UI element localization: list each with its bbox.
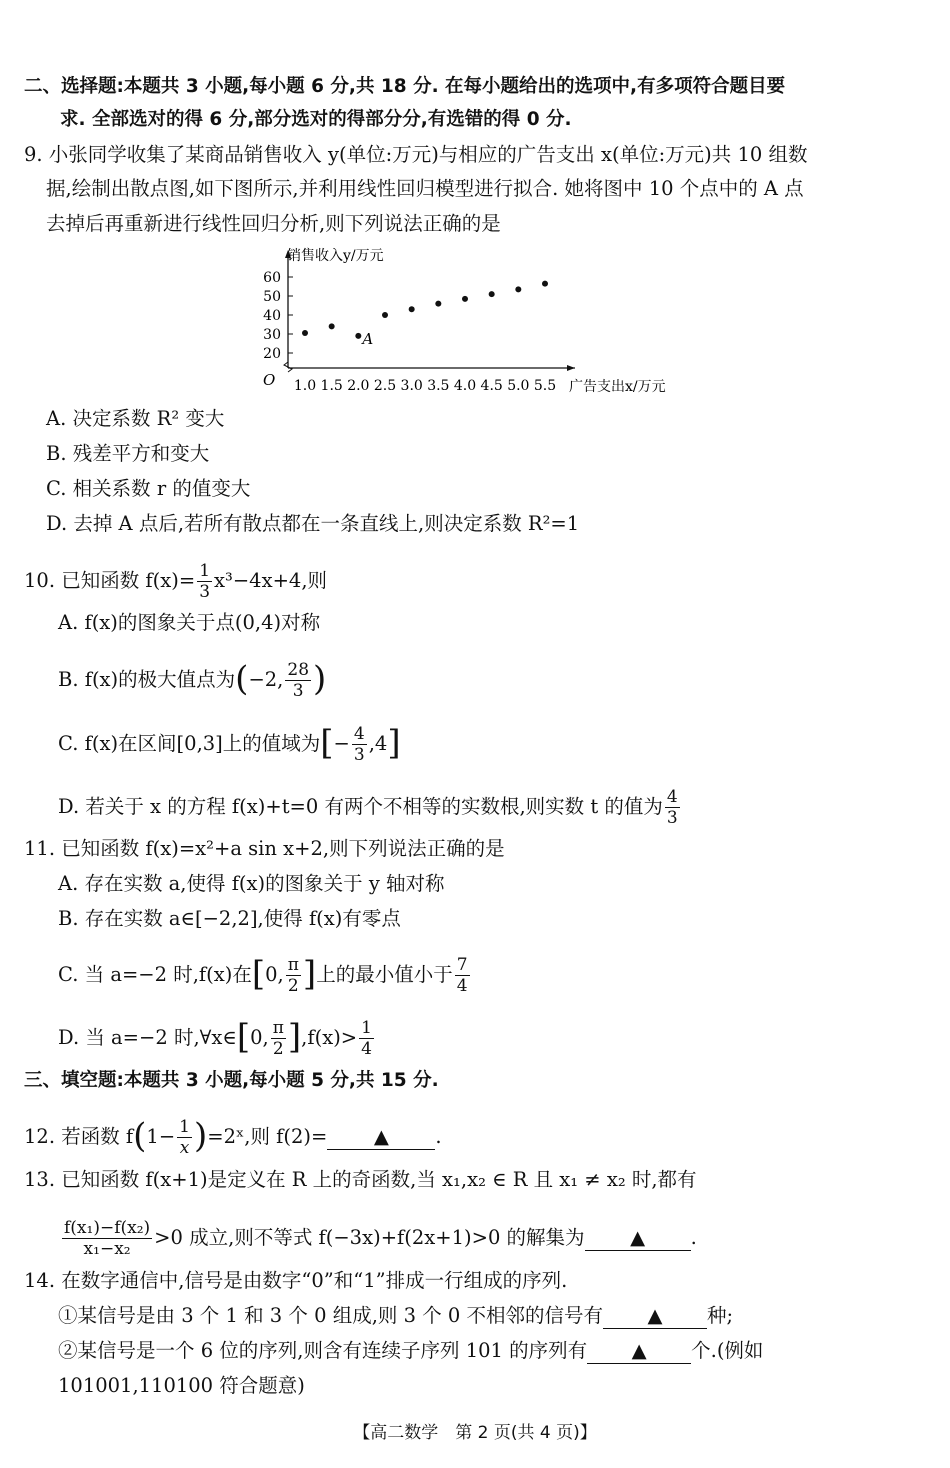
page-footer: 【高二数学 第 2 页(共 4 页)】	[353, 1423, 597, 1443]
q12-den: x	[179, 1138, 190, 1158]
q12-pre: 12. 若函数 f	[24, 1125, 134, 1148]
q14-part1-post: 种;	[707, 1304, 734, 1327]
scatter-point	[462, 296, 468, 302]
q13-post: >0 成立,则不等式 f(−3x)+f(2x+1)>0 的解集为	[154, 1226, 585, 1249]
q11-option-d	[58, 1018, 376, 1059]
x-tick-label: 5.0	[507, 378, 530, 394]
q12-answer-blank[interactable]: ▲	[327, 1125, 435, 1150]
q11-option-a: A. 存在实数 a,使得 f(x)的图象关于 y 轴对称	[58, 872, 445, 895]
q11-c-mid: 上的最小值小于	[316, 963, 453, 986]
q14-part2-post: 个.(例如	[691, 1339, 764, 1362]
right-paren: )	[313, 658, 327, 699]
y-tick-label: 30	[263, 327, 281, 343]
y-tick-label: 20	[263, 346, 281, 362]
scatter-point	[542, 281, 548, 287]
q12-fraction	[177, 1117, 192, 1158]
q11-c-int: 0,	[265, 963, 284, 986]
x-tick-label: 3.5	[427, 378, 450, 394]
q10-c-num: 4	[353, 724, 365, 744]
x-tick-label: 5.5	[533, 378, 557, 394]
scatter-point	[409, 306, 415, 312]
q13-stem-line2	[60, 1218, 697, 1259]
q9-scatter-chart	[255, 240, 705, 400]
q11-c-pi: π	[287, 955, 299, 975]
q13-num: f(x₁)−f(x₂)	[64, 1218, 151, 1238]
q9-stem-line3: 去掉后再重新进行线性回归分析,则下列说法正确的是	[46, 212, 501, 235]
q10-d-fraction	[665, 787, 680, 828]
q10-option-c	[58, 724, 401, 765]
x-axis-title: 广告支出x/万元	[569, 379, 666, 395]
q10-stem-frac-den: 3	[199, 582, 211, 602]
scatter-point-a	[355, 333, 361, 339]
left-bracket: [	[251, 953, 266, 994]
q12-stem	[24, 1117, 442, 1158]
q9-option-b: B. 残差平方和变大	[46, 442, 210, 465]
q13-answer-blank[interactable]: ▲	[585, 1226, 691, 1251]
q10-c-val: −	[333, 732, 350, 755]
point-a-label: A	[362, 329, 374, 348]
q11-d-fraction	[359, 1018, 374, 1059]
q9-stem-line2: 据,绘制出散点图,如下图所示,并利用线性回归模型进行拟合. 她将图中 10 个点中的 A 点	[46, 177, 804, 200]
q11-d-num: 1	[361, 1018, 372, 1038]
q10-d-den: 3	[666, 808, 678, 828]
q11-d-den: 4	[361, 1039, 372, 1059]
q9-option-a: A. 决定系数 R² 变大	[46, 407, 225, 430]
q11-option-b: B. 存在实数 a∈[−2,2],使得 f(x)有零点	[58, 907, 401, 930]
q10-stem-fraction	[197, 561, 212, 602]
x-tick-labels	[294, 378, 556, 394]
q11-option-c	[58, 955, 472, 996]
y-tick-label: 60	[263, 270, 281, 286]
q13-stem-line1: 13. 已知函数 f(x+1)是定义在 R 上的奇函数,当 x₁,x₂ ∈ R 且 x₁ ≠ x₂ 时,都有	[24, 1168, 697, 1191]
q12-post: =2ˣ,则 f(2)=	[207, 1125, 328, 1148]
q11-d-mid: ,f(x)>	[301, 1026, 358, 1049]
origin-label: O	[263, 371, 276, 389]
q11-c-pi-fraction	[286, 955, 301, 996]
q11-d-pi-fraction	[271, 1018, 286, 1059]
q10-option-a: A. f(x)的图象关于点(0,4)对称	[58, 611, 321, 634]
q14-part2-answer-blank[interactable]: ▲	[587, 1339, 691, 1364]
y-tick-label: 40	[263, 308, 281, 324]
q10-stem-post: x³−4x+4,则	[214, 569, 328, 592]
q11-stem: 11. 已知函数 f(x)=x²+a sin x+2,则下列说法正确的是	[24, 837, 505, 860]
q11-c-num: 7	[456, 955, 468, 975]
x-axis-arrow	[567, 365, 575, 371]
q10-option-d	[58, 787, 682, 828]
y-tick-label: 50	[263, 289, 281, 305]
q10-b-pre: B. f(x)的极大值点为	[58, 668, 236, 691]
scatter-points	[302, 281, 548, 348]
q9-option-c: C. 相关系数 r 的值变大	[46, 477, 251, 500]
q9-option-d: D. 去掉 A 点后,若所有散点都在一条直线上,则决定系数 R²=1	[46, 512, 580, 535]
scatter-point	[382, 312, 388, 318]
q14-part2-example: 101001,110100 符合题意)	[58, 1374, 305, 1397]
x-tick-label: 1.0	[293, 378, 317, 394]
q10-stem	[24, 561, 327, 602]
right-bracket: ]	[287, 1016, 302, 1057]
q11-c-fraction	[455, 955, 470, 996]
q10-stem-pre: 10. 已知函数 f(x)=	[24, 569, 196, 592]
x-tick-label: 3.0	[400, 378, 423, 394]
section2-heading-line2: 求. 全部选对的得 6 分,部分选对的得部分分,有选错的得 0 分.	[60, 109, 572, 130]
q10-b-val: −2,	[248, 668, 284, 691]
q14-part2-pre: ②某信号是一个 6 位的序列,则含有连续子序列 101 的序列有	[58, 1339, 588, 1362]
q11-c-den: 4	[456, 976, 468, 996]
right-paren: )	[193, 1115, 208, 1156]
scatter-point	[329, 323, 335, 329]
q14-part2	[58, 1338, 763, 1364]
q11-d-pi: π	[272, 1018, 284, 1038]
q13-den: x₁−x₂	[83, 1239, 131, 1259]
x-tick-label: 1.5	[320, 378, 343, 394]
q10-b-fraction	[285, 660, 311, 701]
y-axis-title: 销售收入y/万元	[287, 248, 384, 264]
q10-d-num: 4	[666, 787, 678, 807]
x-tick-label: 4.5	[480, 378, 503, 394]
q14-part1	[58, 1303, 733, 1329]
q12-num: 1	[179, 1117, 190, 1137]
q11-d-two: 2	[272, 1039, 284, 1059]
q13-fraction	[62, 1218, 152, 1259]
left-paren: (	[133, 1115, 147, 1156]
q10-d-pre: D. 若关于 x 的方程 f(x)+t=0 有两个不相等的实数根,则实数 t 的值为	[58, 795, 663, 818]
scatter-point	[435, 301, 441, 307]
q10-c-pre: C. f(x)在区间[0,3]上的值域为	[58, 732, 321, 755]
x-tick-label: 2.0	[347, 378, 370, 394]
q10-c-fraction	[352, 724, 367, 765]
q14-stem-line1: 14. 在数字通信中,信号是由数字“0”和“1”排成一行组成的序列.	[24, 1269, 568, 1292]
q12-end: .	[435, 1125, 442, 1148]
left-bracket: [	[320, 722, 334, 763]
q11-d-int: 0,	[250, 1026, 269, 1049]
section3-heading: 三、填空题:本题共 3 小题,每小题 5 分,共 15 分.	[24, 1070, 439, 1091]
x-tick-label: 4.0	[453, 378, 477, 394]
right-bracket: ]	[302, 953, 317, 994]
section2-heading-line1: 二、选择题:本题共 3 小题,每小题 6 分,共 18 分. 在每小题给出的选项中,有多项符合题目要	[24, 76, 786, 97]
left-bracket: [	[236, 1016, 251, 1057]
q11-c-pre: C. 当 a=−2 时,f(x)在	[58, 963, 252, 986]
left-paren: (	[235, 658, 249, 699]
q11-c-two: 2	[287, 976, 299, 996]
right-bracket: ]	[387, 722, 401, 763]
q10-stem-frac-num: 1	[199, 561, 211, 581]
q10-c-den: 3	[353, 745, 365, 765]
q11-d-pre: D. 当 a=−2 时,∀x∈	[58, 1026, 237, 1049]
q13-end: .	[690, 1226, 697, 1249]
scatter-point	[515, 286, 521, 292]
x-tick-label: 2.5	[373, 378, 397, 394]
q14-part1-pre: ①某信号是由 3 个 1 和 3 个 0 组成,则 3 个 0 不相邻的信号有	[58, 1304, 604, 1327]
q14-part1-answer-blank[interactable]: ▲	[603, 1304, 707, 1329]
q10-option-b	[58, 660, 326, 701]
scatter-point	[489, 291, 495, 297]
q9-stem-line1: 9. 小张同学收集了某商品销售收入 y(单位:万元)与相应的广告支出 x(单位:万元)共 10 组数	[24, 143, 808, 166]
q10-b-num: 28	[287, 660, 310, 680]
q10-c-post: ,4	[368, 732, 388, 755]
q10-b-den: 3	[292, 681, 304, 701]
q12-one: 1−	[146, 1125, 176, 1148]
scatter-point	[302, 330, 308, 336]
